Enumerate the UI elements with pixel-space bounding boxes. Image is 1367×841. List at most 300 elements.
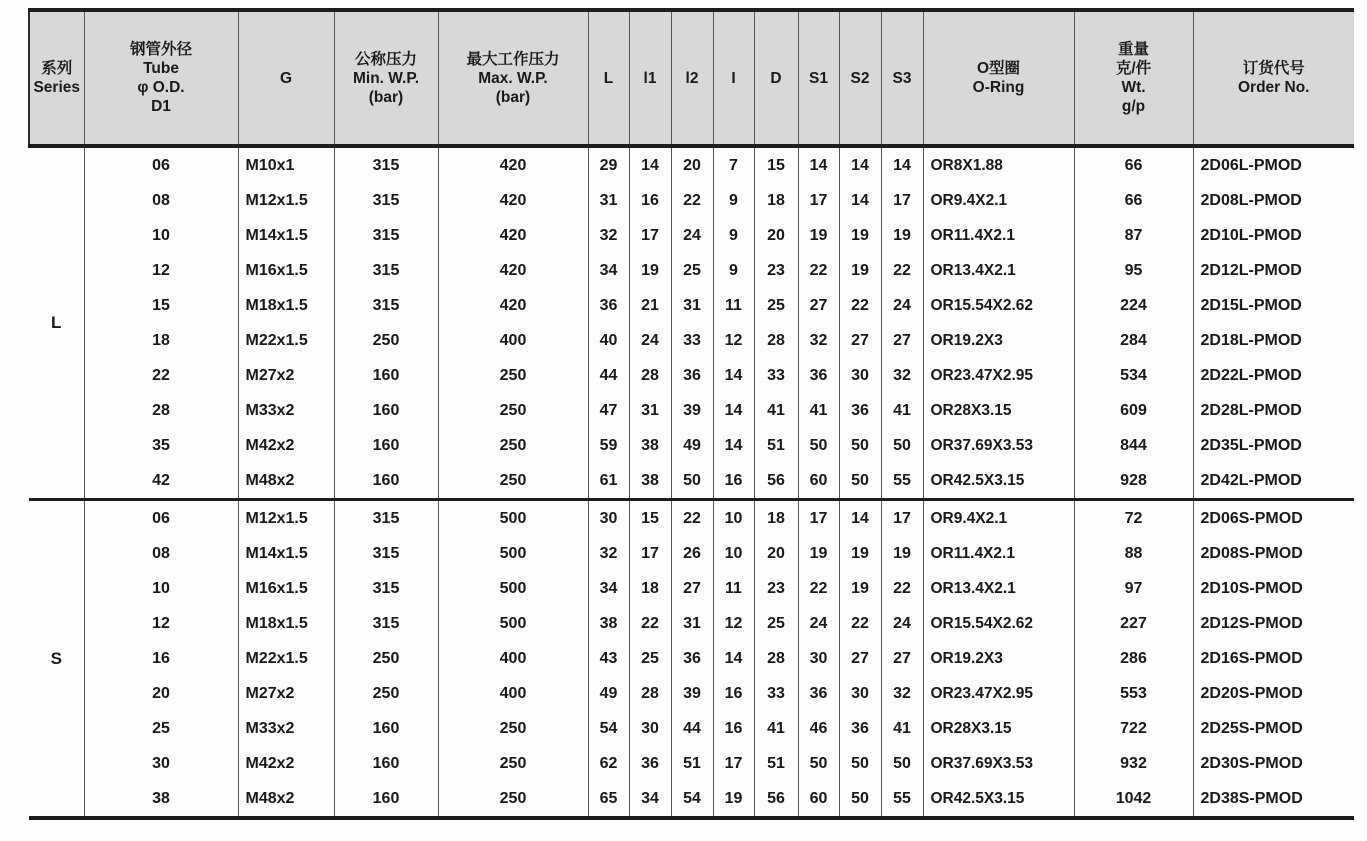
cell-L: 32 [588,218,629,253]
cell-min_wp: 315 [334,253,438,288]
cell-l1: 14 [629,146,671,183]
cell-I: 19 [713,781,754,818]
cell-g: M33x2 [238,393,334,428]
cell-l1: 15 [629,500,671,537]
cell-I: 12 [713,323,754,358]
spec-row [29,711,1354,746]
cell-g: M10x1 [238,146,334,183]
cell-wt: 224 [1074,288,1193,323]
cell-D: 33 [754,358,798,393]
cell-wt: 609 [1074,393,1193,428]
header-line: D [770,69,782,87]
cell-max_wp: 250 [438,428,588,463]
column-header-l1 [629,10,671,146]
column-header-wt [1074,10,1193,146]
cell-order: 2D18L-PMOD [1193,323,1354,358]
cell-S3: 55 [881,463,923,500]
cell-S1: 36 [798,676,839,711]
cell-g: M12x1.5 [238,183,334,218]
cell-l2: 20 [671,146,713,183]
cell-S1: 22 [798,571,839,606]
column-header-max_wp [438,10,588,146]
cell-D: 41 [754,711,798,746]
cell-S2: 19 [839,218,881,253]
cell-l1: 25 [629,641,671,676]
column-header-S3 [881,10,923,146]
cell-wt: 722 [1074,711,1193,746]
cell-S1: 30 [798,641,839,676]
cell-S2: 36 [839,711,881,746]
cell-order: 2D08L-PMOD [1193,183,1354,218]
spec-row [29,146,1354,183]
spec-row [29,781,1354,818]
cell-tube: 28 [84,393,238,428]
cell-S2: 36 [839,393,881,428]
cell-tube: 08 [84,183,238,218]
cell-max_wp: 250 [438,711,588,746]
header-line: l1 [643,69,657,87]
cell-min_wp: 160 [334,393,438,428]
header-line: 重量 [1117,41,1149,58]
cell-I: 14 [713,641,754,676]
cell-order: 2D12L-PMOD [1193,253,1354,288]
cell-wt: 553 [1074,676,1193,711]
cell-I: 16 [713,711,754,746]
cell-max_wp: 420 [438,288,588,323]
header-line: Series [33,79,81,96]
cell-order: 2D12S-PMOD [1193,606,1354,641]
cell-S2: 14 [839,146,881,183]
cell-I: 7 [713,146,754,183]
spec-row [29,641,1354,676]
cell-tube: 42 [84,463,238,500]
cell-I: 10 [713,500,754,537]
header-line: l2 [685,69,699,87]
cell-l2: 31 [671,288,713,323]
cell-l1: 31 [629,393,671,428]
cell-S3: 50 [881,746,923,781]
column-header-order [1193,10,1354,146]
cell-tube: 12 [84,606,238,641]
fitting-spec-table [28,8,1354,820]
cell-tube: 20 [84,676,238,711]
cell-L: 62 [588,746,629,781]
cell-S3: 32 [881,676,923,711]
cell-S2: 30 [839,358,881,393]
cell-wt: 88 [1074,536,1193,571]
column-header-min_wp [334,10,438,146]
cell-oring: OR13.4X2.1 [923,571,1074,606]
cell-oring: OR11.4X2.1 [923,536,1074,571]
header-line: O型圈 [976,60,1021,77]
cell-l1: 17 [629,536,671,571]
cell-D: 41 [754,393,798,428]
cell-tube: 18 [84,323,238,358]
cell-wt: 1042 [1074,781,1193,818]
cell-g: M14x1.5 [238,218,334,253]
cell-g: M22x1.5 [238,323,334,358]
cell-tube: 10 [84,218,238,253]
cell-l2: 33 [671,323,713,358]
cell-oring: OR42.5X3.15 [923,781,1074,818]
cell-l2: 22 [671,500,713,537]
cell-S3: 41 [881,393,923,428]
cell-oring: OR23.47X2.95 [923,676,1074,711]
header-line: Min. W.P. [352,69,420,87]
cell-max_wp: 420 [438,146,588,183]
header-line: S2 [850,69,870,87]
cell-l2: 24 [671,218,713,253]
cell-S2: 22 [839,606,881,641]
cell-S1: 19 [798,536,839,571]
column-header-L [588,10,629,146]
cell-S3: 27 [881,323,923,358]
cell-min_wp: 250 [334,641,438,676]
header-line: (bar) [368,88,404,106]
cell-S3: 41 [881,711,923,746]
cell-l2: 44 [671,711,713,746]
cell-g: M42x2 [238,746,334,781]
column-header-I [713,10,754,146]
cell-l2: 36 [671,358,713,393]
column-header-tube [84,10,238,146]
series-S-section [29,500,1354,819]
header-line: (bar) [495,88,531,106]
cell-S1: 60 [798,781,839,818]
cell-S2: 30 [839,676,881,711]
cell-I: 9 [713,183,754,218]
cell-I: 17 [713,746,754,781]
cell-D: 56 [754,463,798,500]
cell-S2: 50 [839,463,881,500]
cell-l2: 54 [671,781,713,818]
cell-D: 33 [754,676,798,711]
cell-oring: OR9.4X2.1 [923,500,1074,537]
cell-wt: 66 [1074,146,1193,183]
header-line: L [603,69,614,87]
cell-order: 2D22L-PMOD [1193,358,1354,393]
spec-row [29,676,1354,711]
spec-row [29,500,1354,537]
cell-S1: 22 [798,253,839,288]
cell-S2: 27 [839,323,881,358]
cell-tube: 12 [84,253,238,288]
cell-max_wp: 400 [438,676,588,711]
cell-min_wp: 315 [334,606,438,641]
cell-max_wp: 420 [438,218,588,253]
cell-order: 2D20S-PMOD [1193,676,1354,711]
cell-I: 16 [713,676,754,711]
cell-D: 28 [754,323,798,358]
cell-l2: 51 [671,746,713,781]
cell-I: 14 [713,358,754,393]
header-line: g/p [1121,98,1146,115]
cell-L: 29 [588,146,629,183]
cell-S1: 17 [798,183,839,218]
cell-D: 20 [754,218,798,253]
cell-wt: 97 [1074,571,1193,606]
cell-max_wp: 500 [438,500,588,537]
cell-min_wp: 160 [334,746,438,781]
cell-S2: 19 [839,253,881,288]
cell-l2: 39 [671,676,713,711]
cell-I: 11 [713,288,754,323]
spec-row [29,218,1354,253]
spec-row [29,288,1354,323]
series-L-section [29,146,1354,500]
cell-g: M27x2 [238,676,334,711]
cell-I: 14 [713,428,754,463]
spec-row [29,358,1354,393]
column-header-S1 [798,10,839,146]
header-line: S1 [809,69,828,87]
cell-oring: OR15.54X2.62 [923,606,1074,641]
cell-tube: 06 [84,146,238,183]
cell-min_wp: 160 [334,463,438,500]
cell-L: 44 [588,358,629,393]
cell-L: 30 [588,500,629,537]
table-header [29,10,1354,146]
cell-l2: 50 [671,463,713,500]
cell-S2: 27 [839,641,881,676]
spec-row [29,428,1354,463]
cell-min_wp: 160 [334,781,438,818]
cell-order: 2D06S-PMOD [1193,500,1354,537]
cell-L: 34 [588,253,629,288]
header-row [29,10,1354,146]
cell-S3: 17 [881,183,923,218]
cell-g: M48x2 [238,781,334,818]
cell-g: M14x1.5 [238,536,334,571]
cell-max_wp: 500 [438,536,588,571]
cell-S3: 55 [881,781,923,818]
cell-D: 28 [754,641,798,676]
spec-row [29,606,1354,641]
cell-L: 32 [588,536,629,571]
column-header-oring [923,10,1074,146]
cell-oring: OR37.69X3.53 [923,428,1074,463]
cell-g: M16x1.5 [238,571,334,606]
cell-l2: 36 [671,641,713,676]
column-header-D [754,10,798,146]
cell-wt: 95 [1074,253,1193,288]
header-line: 系列 [41,60,73,77]
cell-S3: 32 [881,358,923,393]
cell-g: M16x1.5 [238,253,334,288]
header-line: 克/件 [1115,60,1152,77]
cell-S1: 32 [798,323,839,358]
cell-S1: 46 [798,711,839,746]
cell-order: 2D38S-PMOD [1193,781,1354,818]
cell-tube: 15 [84,288,238,323]
cell-min_wp: 315 [334,500,438,537]
column-header-S2 [839,10,881,146]
cell-S1: 17 [798,500,839,537]
cell-l2: 22 [671,183,713,218]
cell-oring: OR15.54X2.62 [923,288,1074,323]
header-line: Tube [143,60,179,77]
cell-L: 61 [588,463,629,500]
cell-S2: 50 [839,781,881,818]
cell-S3: 24 [881,606,923,641]
cell-oring: OR37.69X3.53 [923,746,1074,781]
cell-max_wp: 250 [438,393,588,428]
series-label-L: L [51,313,62,332]
cell-I: 10 [713,536,754,571]
cell-S3: 17 [881,500,923,537]
cell-S2: 50 [839,428,881,463]
cell-S2: 22 [839,288,881,323]
cell-I: 11 [713,571,754,606]
cell-min_wp: 160 [334,358,438,393]
cell-L: 43 [588,641,629,676]
header-line: G [279,69,293,87]
cell-S3: 22 [881,253,923,288]
spec-row [29,253,1354,288]
cell-L: 38 [588,606,629,641]
cell-D: 25 [754,606,798,641]
cell-S2: 14 [839,183,881,218]
cell-oring: OR9.4X2.1 [923,183,1074,218]
cell-S1: 60 [798,463,839,500]
header-line: 最大工作压力 [466,50,560,68]
cell-max_wp: 250 [438,746,588,781]
cell-D: 56 [754,781,798,818]
cell-S3: 14 [881,146,923,183]
cell-tube: 38 [84,781,238,818]
cell-g: M27x2 [238,358,334,393]
cell-l1: 22 [629,606,671,641]
cell-l2: 26 [671,536,713,571]
cell-S1: 24 [798,606,839,641]
cell-S2: 19 [839,571,881,606]
cell-S3: 22 [881,571,923,606]
cell-oring: OR8X1.88 [923,146,1074,183]
cell-oring: OR19.2X3 [923,641,1074,676]
cell-oring: OR13.4X2.1 [923,253,1074,288]
cell-D: 18 [754,183,798,218]
cell-D: 15 [754,146,798,183]
cell-tube: 06 [84,500,238,537]
cell-g: M22x1.5 [238,641,334,676]
cell-wt: 66 [1074,183,1193,218]
cell-order: 2D42L-PMOD [1193,463,1354,500]
cell-wt: 844 [1074,428,1193,463]
cell-S2: 19 [839,536,881,571]
cell-l1: 30 [629,711,671,746]
cell-L: 36 [588,288,629,323]
cell-l1: 24 [629,323,671,358]
spec-row [29,183,1354,218]
spec-row [29,571,1354,606]
cell-l1: 16 [629,183,671,218]
cell-wt: 534 [1074,358,1193,393]
cell-S1: 50 [798,428,839,463]
cell-g: M18x1.5 [238,288,334,323]
cell-min_wp: 160 [334,711,438,746]
cell-l1: 17 [629,218,671,253]
cell-wt: 72 [1074,500,1193,537]
cell-max_wp: 400 [438,641,588,676]
cell-l1: 36 [629,746,671,781]
cell-min_wp: 315 [334,571,438,606]
cell-min_wp: 250 [334,676,438,711]
cell-S3: 19 [881,536,923,571]
cell-max_wp: 250 [438,358,588,393]
cell-S1: 36 [798,358,839,393]
cell-L: 47 [588,393,629,428]
cell-g: M18x1.5 [238,606,334,641]
cell-D: 20 [754,536,798,571]
header-line: Wt. [1121,79,1146,96]
cell-S3: 19 [881,218,923,253]
cell-l1: 38 [629,463,671,500]
spec-row [29,323,1354,358]
header-line: D1 [151,98,171,115]
cell-min_wp: 315 [334,218,438,253]
cell-min_wp: 315 [334,288,438,323]
cell-I: 9 [713,253,754,288]
cell-D: 23 [754,571,798,606]
cell-g: M12x1.5 [238,500,334,537]
cell-max_wp: 420 [438,253,588,288]
cell-max_wp: 500 [438,606,588,641]
cell-l2: 27 [671,571,713,606]
cell-l2: 49 [671,428,713,463]
cell-S1: 50 [798,746,839,781]
cell-order: 2D35L-PMOD [1193,428,1354,463]
cell-order: 2D10S-PMOD [1193,571,1354,606]
header-line: Order No. [1238,79,1310,96]
header-line: Max. W.P. [478,69,548,87]
cell-L: 54 [588,711,629,746]
cell-min_wp: 160 [334,428,438,463]
cell-wt: 87 [1074,218,1193,253]
cell-I: 9 [713,218,754,253]
cell-S2: 14 [839,500,881,537]
cell-min_wp: 315 [334,536,438,571]
cell-I: 12 [713,606,754,641]
cell-S3: 24 [881,288,923,323]
cell-L: 34 [588,571,629,606]
cell-wt: 928 [1074,463,1193,500]
cell-oring: OR11.4X2.1 [923,218,1074,253]
cell-D: 18 [754,500,798,537]
cell-l1: 38 [629,428,671,463]
cell-order: 2D15L-PMOD [1193,288,1354,323]
cell-max_wp: 250 [438,781,588,818]
cell-l1: 34 [629,781,671,818]
cell-oring: OR42.5X3.15 [923,463,1074,500]
cell-min_wp: 315 [334,183,438,218]
spec-row [29,746,1354,781]
cell-L: 40 [588,323,629,358]
cell-S1: 27 [798,288,839,323]
column-header-series [29,10,84,146]
cell-g: M42x2 [238,428,334,463]
cell-max_wp: 250 [438,463,588,500]
column-header-g [238,10,334,146]
cell-l1: 21 [629,288,671,323]
header-line: I [731,69,736,87]
cell-tube: 16 [84,641,238,676]
cell-min_wp: 315 [334,146,438,183]
cell-order: 2D10L-PMOD [1193,218,1354,253]
cell-oring: OR23.47X2.95 [923,358,1074,393]
header-line: 公称压力 [354,50,417,68]
spec-row [29,393,1354,428]
cell-L: 49 [588,676,629,711]
